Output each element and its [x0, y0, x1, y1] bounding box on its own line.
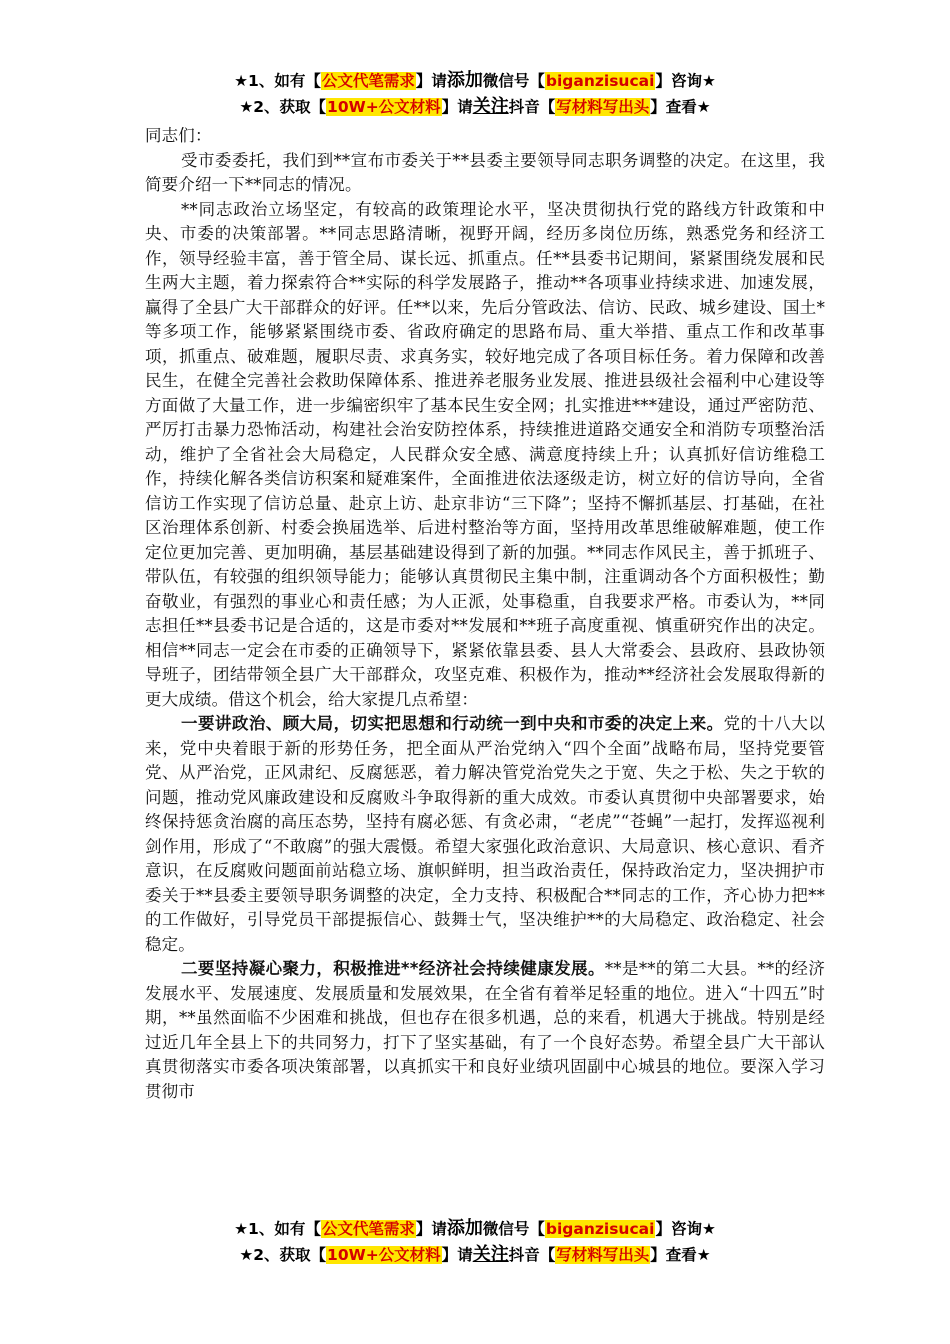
- banner-emphasis: 添加: [446, 70, 483, 91]
- banner-text: 】咨询★: [655, 72, 716, 90]
- paragraph-profile: **同志政治立场坚定，有较高的政策理论水平，坚决贯彻执行党的路线方针政策和中央、市委的决策部署。**同志思路清晰，视野开阔，经历多岗位历练，熟悉党务和经济工作，领导经验丰富，善于管全局、谋长远、抓重点。任**县委书记期间，紧紧围绕发展和民生两大主题，着力探索符合**实际的科学发展路子，推动**各项事业持续求进、加速发展，赢得了全县广大干部群众的好评。任**以来，先后分管政法、信访、民政、城乡建设、国土*等多项工作，能够紧紧围绕市委、省政府确定的思路布局、重大举措、重点工作和改革事项，抓重点、破难题，履职尽责、求真务实，较好地完成了各项目标任务。着力保障和改善民生，在健全完善社会救助保障体系、推进养老服务业发展、推进县级社会福利中心建设等方面做了大量工作，进一步编密织牢了基本民生安全网；扎实推进***建设，通过严密防范、严厉打击暴力恐怖活动，构建社会治安防控体系，持续推进道路交通安全和消防专项整治活动，维护了全省社会大局稳定，人民群众安全感、满意度持续上升；认真抓好信访维稳工作，持续化解各类信访积案和疑难案件，全面推进依法逐级走访，树立好的信访导向，全省信访工作实现了信访总量、赴京上访、赴京非访“三下降”；坚持不懈抓基层、打基础，在社区治理体系创新、村委会换届选举、后进村整治等方面，坚持用改革思维破解难题，使工作定位更加完善、更加明确，基层基础建设得到了新的加强。**同志作风民主，善于抓班子、带队伍，有较强的组织领导能力；能够认真贯彻民主集中制，注重调动各个方面积极性；勤奋敬业，有强烈的事业心和责任感；为人正派，处事稳重，自我要求严格。市委认为，**同志担任**县委书记是合适的，这是市委对**发展和**班子高度重视、慎重研究作出的决定。相信**同志一定会在市委的正确领导下，紧紧依靠县委、县人大常委会、县政府、县政协领导班子，团结带领全县广大干部群众，攻坚克难、积极作为，推动**经济社会发展取得新的更大成绩。借这个机会，给大家提几点希望：: [145, 199, 825, 709]
- banner-text: 】查看★: [650, 1246, 711, 1264]
- highlight-wechat-id: biganzisucai: [545, 72, 655, 90]
- banner-text: 】请: [415, 72, 447, 90]
- paragraph-intro: 受市委委托，我们到**宣布市委关于**县委主要领导同志职务调整的决定。在这里，我简要介绍一下**同志的情况。: [145, 150, 825, 194]
- banner-emphasis: 关注: [472, 96, 509, 117]
- footer-banner: [0, 1216, 950, 1268]
- banner-line-2: [0, 94, 950, 120]
- hope-2-text: **是**的第二大县。**的经济发展水平、发展速度、发展质量和发展效果，在全省有着举足轻重的地位。进入“十四五”时期，**虽然面临不少困难和挑战，但也存在很多机遇，总的来看，机遇大于挑战。特别是经过近几年全县上下的共同努力，打下了坚实基础，有了一个良好态势。希望全县广大干部认真贯彻落实市委各项决策部署，以真抓实干和良好业绩巩固副中心城县的地位。要深入学习贯彻市: [145, 959, 825, 1101]
- footer-line-1: [0, 1216, 950, 1242]
- paragraph-hope-1: [145, 712, 825, 957]
- banner-text: ★1、如有【: [234, 1220, 321, 1238]
- banner-text: 抖音【: [508, 1246, 556, 1264]
- highlight-materials: 10W+公文材料: [327, 98, 441, 116]
- hope-1-text: 党的十八大以来，党中央着眼于新的形势任务，把全面从严治党纳入“四个全面”战略布局，坚持党要管党、从严治党，正风肃纪、反腐惩恶，着力解决管党治党失之于宽、失之于松、失之于软的问题，推动党风廉政建设和反腐败斗争取得新的重大成效。市委认真贯彻中央部署要求，始终保持惩贪治腐的高压态势，坚持有腐必惩、有贪必肃，“老虎”“苍蝇”一起打，发挥巡视利剑作用，形成了“不敢腐”的强大震慑。希望大家强化政治意识、大局意识、核心意识、看齐意识，在反腐败问题面前站稳立场、旗帜鲜明，担当政治责任，保持政治定力，坚决拥护市委关于**县委主要领导职务调整的决定，全力支持、积极配合**同志的工作，齐心协力把**的工作做好，引导党员干部提振信心、鼓舞士气，坚决维护**的大局稳定、政治稳定、社会稳定。: [145, 714, 825, 954]
- highlight-douyin-id: 写材料写出头: [556, 98, 650, 116]
- highlight-douyin-id: 写材料写出头: [556, 1246, 650, 1264]
- banner-text: 微信号【: [482, 1220, 545, 1238]
- footer-line-2: [0, 1242, 950, 1268]
- highlight-service: 公文代笔需求: [321, 1220, 415, 1238]
- banner-emphasis: 关注: [472, 1244, 509, 1265]
- highlight-service: 公文代笔需求: [321, 72, 415, 90]
- banner-text: ★2、获取【: [239, 1246, 327, 1264]
- hope-1-heading: 一要讲政治、顾大局，切实把思想和行动统一到中央和市委的决定上来。: [181, 714, 724, 733]
- banner-line-1: [0, 68, 950, 94]
- highlight-materials: 10W+公文材料: [327, 1246, 441, 1264]
- banner-text: ★2、获取【: [239, 98, 327, 116]
- banner-text: 】请: [441, 98, 473, 116]
- banner-text: 微信号【: [482, 72, 545, 90]
- banner-text: 】咨询★: [655, 1220, 716, 1238]
- banner-text: 】请: [441, 1246, 473, 1264]
- banner-emphasis: 添加: [446, 1218, 483, 1239]
- banner-text: 抖音【: [508, 98, 556, 116]
- highlight-wechat-id: biganzisucai: [545, 1220, 655, 1238]
- header-banner: [0, 68, 950, 120]
- banner-text: 】查看★: [650, 98, 711, 116]
- banner-text: 】请: [415, 1220, 447, 1238]
- document-body: [145, 124, 825, 1104]
- hope-2-heading: 二要坚持凝心聚力，积极推进**经济社会持续健康发展。: [181, 959, 605, 978]
- salutation: 同志们：: [145, 126, 212, 145]
- paragraph-hope-2: [145, 957, 825, 1104]
- banner-text: ★1、如有【: [234, 72, 321, 90]
